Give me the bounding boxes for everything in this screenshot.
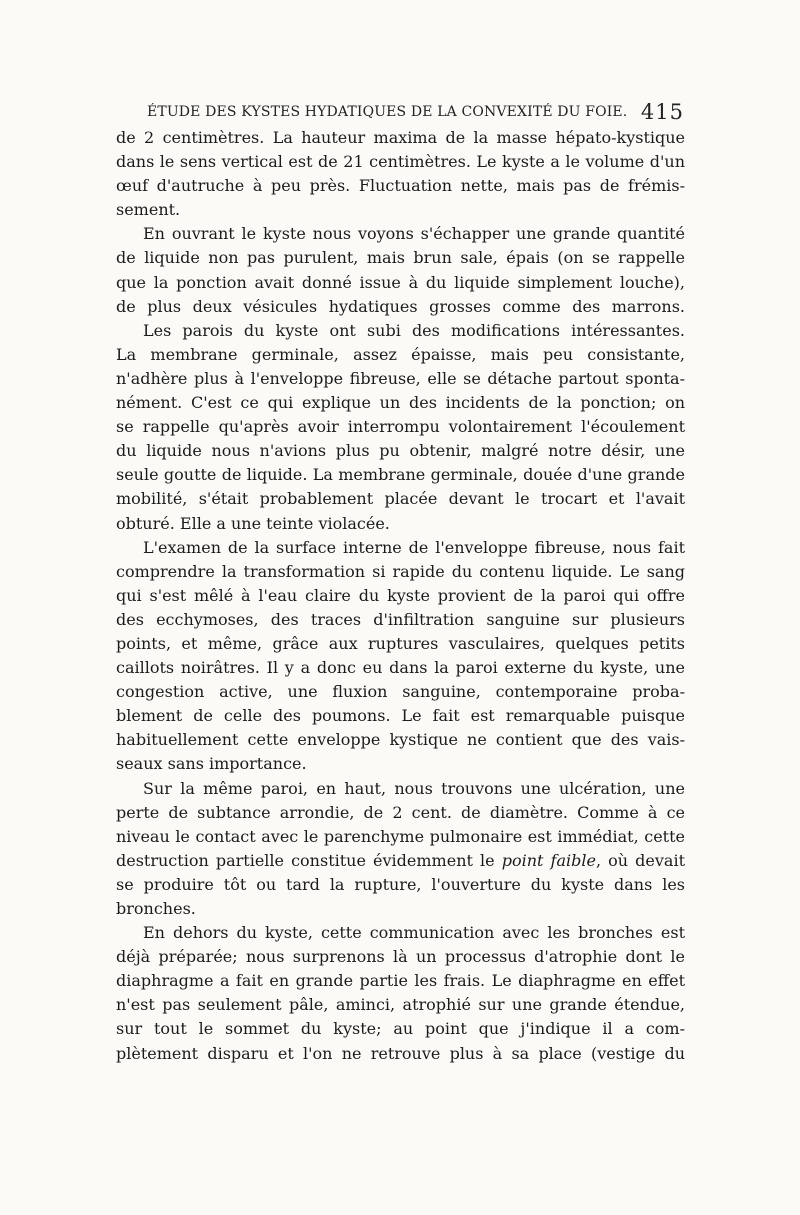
text-line: n'adhère plus à l'enveloppe fibreuse, elle se détache partout sponta- <box>116 368 685 388</box>
text-line: points, et même, grâce aux ruptures vasculaires, quelques petits <box>116 633 685 653</box>
text-line: Les parois du kyste ont subi des modifications intéressantes. <box>143 320 685 340</box>
text-line: sur tout le sommet du kyste; au point que j'indique il a com- <box>116 1019 685 1039</box>
text-line: se rappelle qu'après avoir interrompu volontairement l'écoulement <box>116 417 685 437</box>
text-line: caillots noirâtres. Il y a donc eu dans la paroi externe du kyste, une <box>116 658 685 678</box>
running-head: ÉTUDE DES KYSTES HYDATIQUES DE LA CONVEXITÉ DU FOIE. <box>147 104 628 120</box>
paragraph-1 <box>116 126 685 222</box>
text-line: qui s'est mêlé à l'eau claire du kyste provient de la paroi qui offre <box>116 585 685 605</box>
text-line: du liquide nous n'avions plus pu obtenir, malgré notre désir, une <box>116 441 685 461</box>
text-line: bronches. <box>116 899 196 918</box>
text-line: n'est pas seulement pâle, aminci, atrophié sur une grande étendue, <box>116 995 685 1015</box>
text-line: diaphragme a fait en grande partie les frais. Le diaphragme en effet <box>116 971 685 991</box>
text-line: de 2 centimètres. La hauteur maxima de la masse hépato-kystique <box>116 128 685 147</box>
page-header <box>147 100 684 126</box>
text-line: niveau le contact avec le parenchyme pulmonaire est immédiat, cette <box>116 826 685 846</box>
text-line: Sur la même paroi, en haut, nous trouvons une ulcération, une <box>143 778 685 798</box>
text-line: L'examen de la surface interne de l'enveloppe fibreuse, nous fait <box>143 537 685 557</box>
text-line: sement. <box>116 200 181 220</box>
text-line: des ecchymoses, des traces d'infiltration sanguine sur plusieurs <box>116 609 685 629</box>
italic-phrase: point faible <box>501 850 596 870</box>
text-line: plètement disparu et l'on ne retrouve plus à sa place (vestige du <box>116 1043 685 1063</box>
text-line: En dehors du kyste, cette communication avec les bronches est <box>143 923 685 943</box>
text-fragment: , où devait <box>595 850 686 870</box>
text-line: seaux sans importance. <box>116 754 307 774</box>
text-line: de liquide non pas purulent, mais brun sale, épais (on se rappelle <box>116 248 685 268</box>
text-line: mobilité, s'était probablement placée devant le trocart et l'avait <box>116 489 685 509</box>
text-line: En ouvrant le kyste nous voyons s'échapper une grande quantité <box>143 224 685 244</box>
text-line: seule goutte de liquide. La membrane germinale, douée d'une grande <box>116 465 685 485</box>
paragraph-3 <box>116 319 685 536</box>
text-fragment: destruction partielle constitue évidemment le <box>116 850 495 870</box>
paragraph-6 <box>116 921 685 1066</box>
paragraph-2 <box>116 222 685 318</box>
text-line: œuf d'autruche à peu près. Fluctuation nette, mais pas de frémis- <box>116 176 685 196</box>
paragraph-4 <box>116 536 685 777</box>
text-line: perte de subtance arrondie, de 2 cent. de diamètre. Comme à ce <box>116 802 685 822</box>
text-line: dans le sens vertical est de 21 centimètres. Le kyste a le volume d'un <box>116 152 685 172</box>
text-line: se produire tôt ou tard la rupture, l'ouverture du kyste dans les <box>116 874 685 894</box>
text-line: congestion active, une fluxion sanguine, contemporaine proba- <box>116 682 685 702</box>
text-line: blement de celle des poumons. Le fait est remarquable puisque <box>116 706 685 726</box>
text-line: que la ponction avait donné issue à du liquide simplement louche), <box>116 272 685 292</box>
body-text <box>116 126 685 1066</box>
text-line: La membrane germinale, assez épaisse, mais peu consistante, <box>116 344 685 364</box>
page-number: 415 <box>640 100 684 124</box>
paragraph-5 <box>116 777 685 922</box>
text-line: comprendre la transformation si rapide du contenu liquide. Le sang <box>116 561 685 581</box>
text-line: déjà préparée; nous surprenons là un processus d'atrophie dont le <box>116 947 685 967</box>
text-line: de plus deux vésicules hydatiques grosses comme des marrons. <box>116 296 685 316</box>
text-line: obturé. Elle a une teinte violacée. <box>116 513 390 533</box>
text-line <box>116 849 685 873</box>
text-line: habituellement cette enveloppe kystique ne contient que des vais- <box>116 730 685 750</box>
text-line: nément. C'est ce qui explique un des incidents de la ponction; on <box>116 393 685 413</box>
